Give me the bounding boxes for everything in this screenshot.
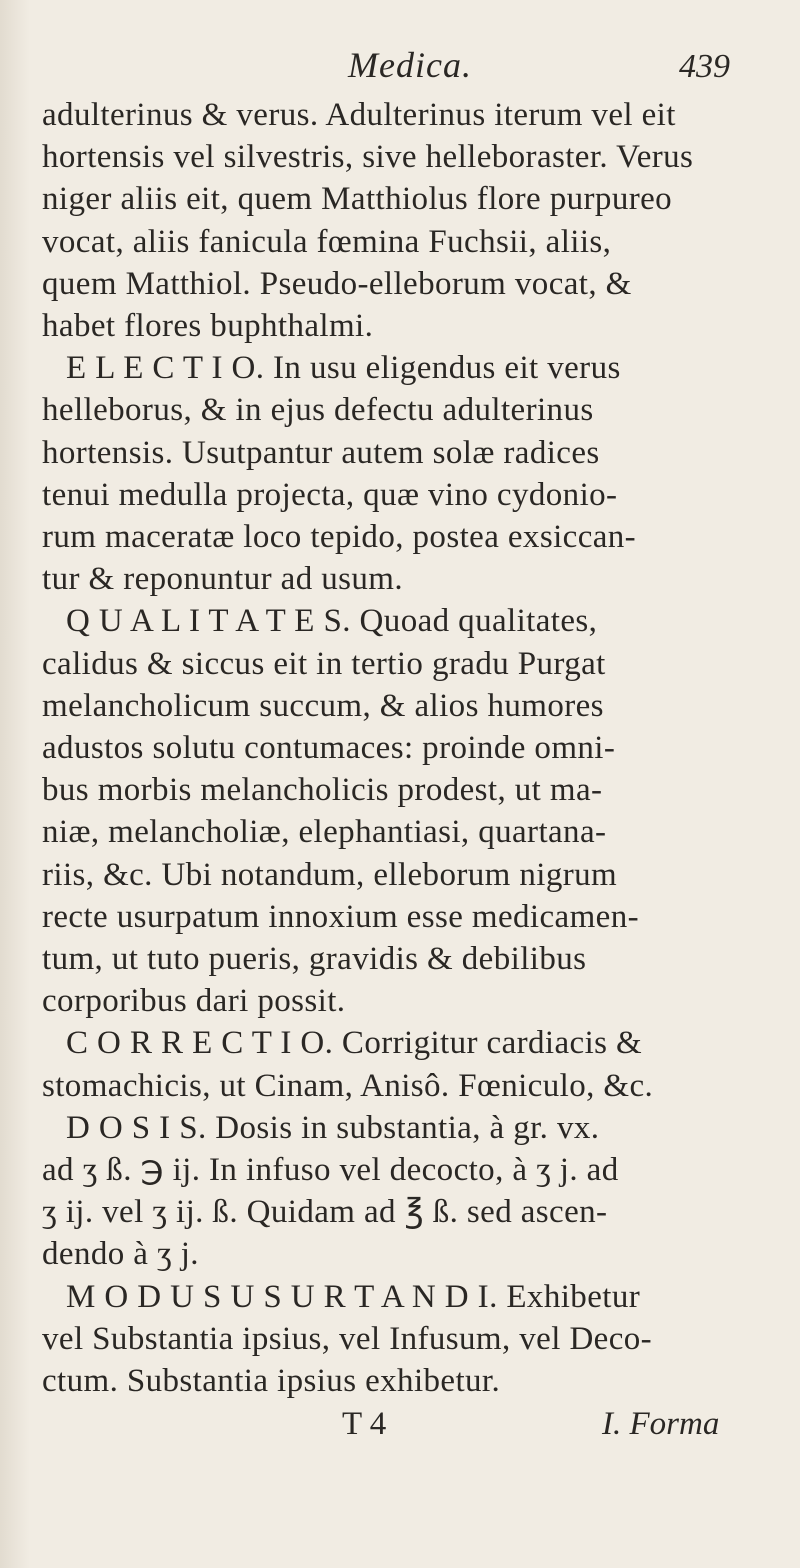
section-heading-line: E L E C T I O. In usu eligendus eit verus (66, 350, 621, 387)
text-line: ad ʒ ß. ℈ ij. In infuso vel decocto, à ʒ j. ad (42, 1152, 619, 1189)
text-line: riis, &c. Ubi notandum, elleborum nigrum (42, 856, 618, 893)
text-block (42, 94, 778, 1402)
text-line: niger aliis eit, quem Matthiolus flore purpureo (42, 181, 673, 218)
text-line: vel Substantia ipsius, vel Infusum, vel Deco- (42, 1320, 653, 1357)
section-heading-line: D O S I S. Dosis in substantia, à gr. vx. (66, 1109, 600, 1146)
text-line: hortensis. Usutpantur autem solæ radices (42, 434, 600, 471)
running-title: Medica. (348, 45, 472, 85)
running-head (42, 44, 778, 94)
text-line: vocat, aliis fanicula fœmina Fuchsii, aliis, (42, 223, 612, 260)
text-line: corporibus dari possit. (42, 983, 346, 1020)
text-line: niæ, melancholiæ, elephantiasi, quartana- (42, 814, 607, 851)
text-line: habet flores buphthalmi. (42, 308, 374, 345)
text-line: hortensis vel silvestris, sive helleboraster. Verus (42, 139, 694, 176)
text-line: ʒ ij. vel ʒ ij. ß. Quidam ad ℥ ß. sed ascen- (42, 1194, 608, 1231)
text-line: tenui medulla projecta, quæ vino cydonio- (42, 476, 618, 513)
text-line: tum, ut tuto pueris, gravidis & debilibus (42, 941, 587, 978)
text-line: calidus & siccus eit in tertio gradu Purgat (42, 645, 606, 682)
section-heading-line: C O R R E C T I O. Corrigitur cardiacis & (66, 1025, 643, 1062)
text-line: rum maceratæ loco tepido, postea exsiccan- (42, 519, 637, 556)
text-line: ctum. Substantia ipsius exhibetur. (42, 1363, 501, 1400)
text-line: dendo à ʒ j. (42, 1236, 199, 1273)
text-line: tur & reponuntur ad usum. (42, 561, 404, 598)
page-footer (42, 1406, 778, 1454)
text-line: helleborus, & in ejus defectu adulterinus (42, 392, 594, 429)
catchword: I. Forma (602, 1406, 720, 1443)
text-line: adulterinus & verus. Adulterinus iterum vel eit (42, 97, 676, 133)
text-line: quem Matthiol. Pseudo-elleborum vocat, & (42, 265, 632, 302)
text-line: melancholicum succum, & alios humores (42, 687, 604, 724)
text-line: bus morbis melancholicis prodest, ut ma- (42, 772, 603, 809)
text-line: stomachicis, ut Cinam, Anisô. Fœniculo, &c. (42, 1067, 654, 1104)
page-number: 439 (679, 48, 730, 85)
text-line: recte usurpatum innoxium esse medicamen- (42, 898, 639, 935)
section-heading-line: M O D U S U S U R T A N D I. Exhibetur (66, 1278, 641, 1315)
text-line: adustos solutu contumaces: proinde omni- (42, 730, 616, 767)
signature-mark: T 4 (342, 1406, 387, 1443)
section-heading-line: Q U A L I T A T E S. Quoad qualitates, (66, 603, 598, 640)
